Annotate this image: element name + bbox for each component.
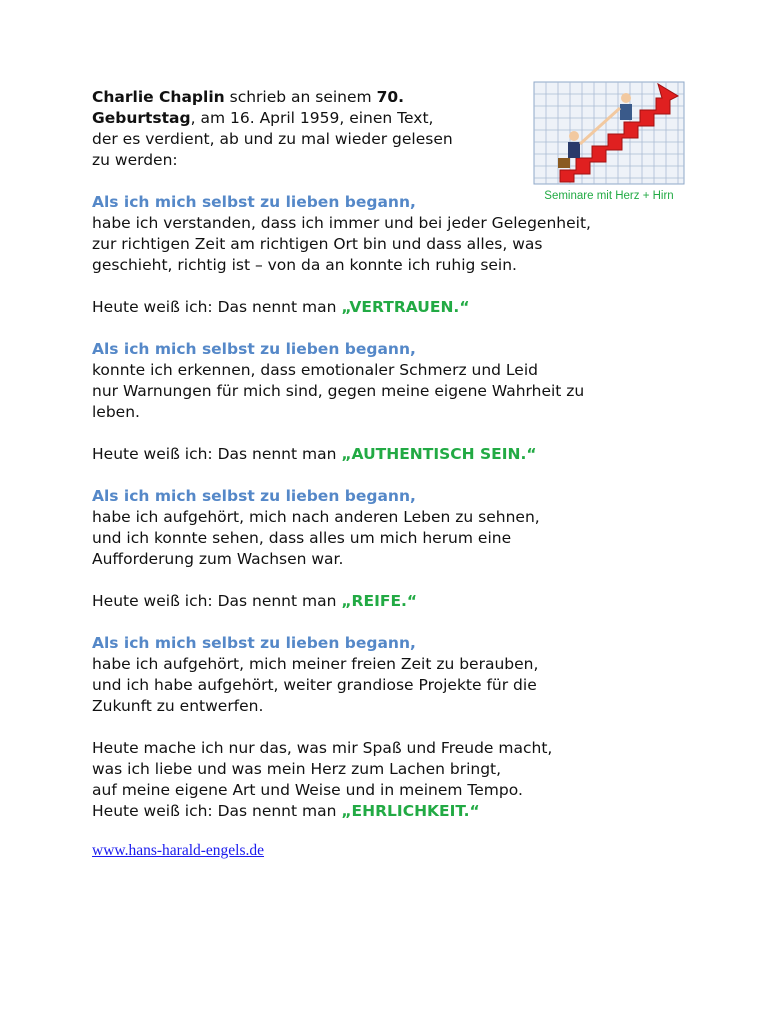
section-line: konnte ich erkennen, dass emotionaler Schmerz und Leid: [92, 361, 538, 379]
website-link[interactable]: www.hans-harald-engels.de: [92, 842, 265, 859]
keyword: „VERTRAUEN.“: [341, 298, 470, 316]
section-line: was ich liebe und was mein Herz zum Lachen bringt,: [92, 760, 502, 778]
conclusion-line: [92, 297, 692, 318]
document-body: [92, 87, 692, 860]
intro-text-2: , am 16. April 1959, einen Text,: [190, 109, 434, 127]
section-reife: [92, 486, 692, 612]
section-line: auf meine eigene Art und Weise und in meinem Tempo.: [92, 781, 523, 799]
section-heading: Als ich mich selbst zu lieben begann,: [92, 487, 416, 505]
keyword: „AUTHENTISCH SEIN.“: [341, 445, 537, 463]
intro-age: 70.: [376, 88, 405, 106]
section-line: nur Warnungen für mich sind, gegen meine eigene Wahrheit zu: [92, 382, 585, 400]
conclusion-line: [92, 801, 692, 822]
intro-paragraph: [92, 87, 522, 171]
section-authentisch: [92, 339, 692, 465]
logo-caption: Seminare mit Herz + Hirn: [544, 190, 674, 202]
section-line: habe ich verstanden, dass ich immer und bei jeder Gelegenheit,: [92, 214, 591, 232]
section-vertrauen: [92, 192, 692, 318]
section-line: Aufforderung zum Wachsen war.: [92, 550, 344, 568]
section-line: Heute mache ich nur das, was mir Spaß und Freude macht,: [92, 739, 553, 757]
conclusion-line: [92, 591, 692, 612]
conclusion-prefix: Heute weiß ich: Das nennt man: [92, 298, 342, 316]
section-line: und ich konnte sehen, dass alles um mich herum eine: [92, 529, 512, 547]
keyword: „EHRLICHKEIT.“: [341, 802, 480, 820]
conclusion-line: [92, 444, 692, 465]
conclusion-prefix: Heute weiß ich: Das nennt man: [92, 802, 342, 820]
section-line: Zukunft zu entwerfen.: [92, 697, 264, 715]
section-heading: Als ich mich selbst zu lieben begann,: [92, 634, 416, 652]
intro-line-4: zu werden:: [92, 151, 178, 169]
conclusion-prefix: Heute weiß ich: Das nennt man: [92, 445, 342, 463]
section-heading: Als ich mich selbst zu lieben begann,: [92, 193, 416, 211]
intro-birthday-word: Geburtstag: [92, 109, 191, 127]
section-line: geschieht, richtig ist – von da an konnte ich ruhig sein.: [92, 256, 517, 274]
intro-name: Charlie Chaplin: [92, 88, 225, 106]
section-ehrlichkeit: [92, 633, 692, 822]
section-line: habe ich aufgehört, mich nach anderen Leben zu sehnen,: [92, 508, 540, 526]
section-line: habe ich aufgehört, mich meiner freien Zeit zu berauben,: [92, 655, 539, 673]
section-heading: Als ich mich selbst zu lieben begann,: [92, 340, 416, 358]
intro-text-1: schrieb an seinem: [224, 88, 377, 106]
keyword: „REIFE.“: [341, 592, 418, 610]
section-line: und ich habe aufgehört, weiter grandiose Projekte für die: [92, 676, 537, 694]
conclusion-prefix: Heute weiß ich: Das nennt man: [92, 592, 342, 610]
intro-line-3: der es verdient, ab und zu mal wieder gelesen: [92, 130, 453, 148]
section-line: zur richtigen Zeit am richtigen Ort bin und dass alles, was: [92, 235, 543, 253]
section-line: leben.: [92, 403, 140, 421]
